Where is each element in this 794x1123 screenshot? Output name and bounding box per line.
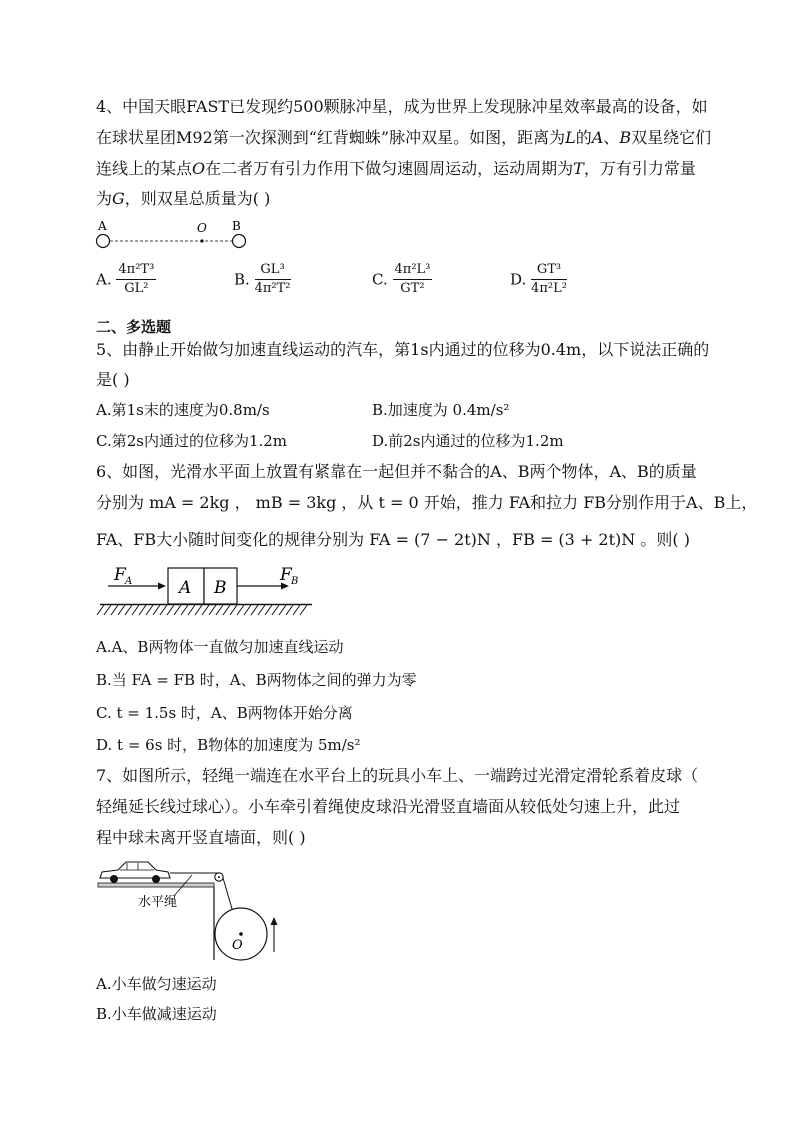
table-surface bbox=[98, 883, 214, 887]
block-a-label: A bbox=[179, 578, 192, 598]
q4-line4: 为G，则双星总质量为( ) bbox=[96, 189, 271, 208]
q7-car-pulley-figure bbox=[96, 856, 296, 966]
q4-option-c[interactable]: C. $\frac{\text{4π²L³}}{\text{GT²}}$ bbox=[372, 262, 431, 296]
q6-blocks-figure bbox=[96, 560, 316, 618]
rope-label: 水平绳 bbox=[138, 895, 178, 910]
q6-line2: 分别为 mA = 2kg ， mB = 3kg ，从 t = 0 开始，推力 FA和拉力 FB分别作用于A、B上， bbox=[96, 493, 758, 512]
force-a-arrowhead bbox=[158, 583, 166, 590]
q4-option-d-fraction: $\frac{\text{GT³}}{\text{4π²L²}}$ bbox=[531, 262, 567, 296]
q5-option-d[interactable]: D.前2s内通过的位移为1.2m bbox=[372, 432, 564, 450]
toy-car-icon bbox=[100, 862, 170, 883]
q5-option-c[interactable]: C.第2s内通过的位移为1.2m bbox=[96, 432, 288, 450]
q6-line1: 6、如图，光滑水平面上放置有紧靠在一起但并不黏合的A、B两个物体，A、B的质量 bbox=[96, 462, 697, 481]
block-b-label: B bbox=[214, 578, 227, 598]
point-o-dot bbox=[200, 239, 203, 242]
star-a-circle bbox=[97, 235, 110, 248]
star-b-circle bbox=[233, 235, 246, 248]
q7-line1: 7、如图所示，轻绳一端连在水平台上的玩具小车上、一端跨过光滑定滑轮系着皮球（ bbox=[96, 766, 699, 785]
q4-line2: 在球状星团M92第一次探测到“红背蜘蛛”脉冲双星。如图，距离为L的A、B双星绕它们 bbox=[96, 128, 712, 147]
fb-label-sub: B bbox=[291, 576, 299, 587]
q6-option-b[interactable]: B.当 FA = FB 时，A、B两物体之间的弹力为零 bbox=[96, 671, 417, 689]
q5-line2: 是( ) bbox=[96, 370, 130, 389]
upward-arrowhead bbox=[271, 917, 278, 925]
ground-hatching bbox=[97, 605, 307, 615]
q4-line1: 4、中国天眼FAST已发现约500颗脉冲星，成为世界上发现脉冲星效率最高的设备，如 bbox=[96, 97, 708, 116]
q4-option-a-fraction: $\frac{\text{4π²T³}}{\text{GL²}}$ bbox=[118, 262, 155, 296]
q4-binary-star-figure bbox=[94, 218, 254, 252]
q7-line3: 程中球未离开竖直墙面，则( ) bbox=[96, 828, 306, 847]
q7-option-a[interactable]: A.小车做匀速运动 bbox=[96, 975, 217, 993]
fa-label: F bbox=[114, 565, 126, 585]
q5-option-b[interactable]: B.加速度为 0.4m/s² bbox=[372, 401, 510, 419]
q6-option-a[interactable]: A.A、B两物体一直做匀加速直线运动 bbox=[96, 638, 344, 656]
q5-option-a[interactable]: A.第1s末的速度为0.8m/s bbox=[96, 401, 270, 419]
ball-center-label: O bbox=[232, 938, 243, 953]
q4-option-b[interactable]: B. $\frac{\text{GL³}}{\text{4π²T²}}$ bbox=[234, 262, 291, 296]
q4-option-c-fraction: $\frac{\text{4π²L³}}{\text{GT²}}$ bbox=[394, 262, 431, 296]
q6-option-d[interactable]: D. t = 6s 时，B物体的加速度为 5m/s² bbox=[96, 736, 361, 754]
q4-line3: 连线上的某点O在二者万有引力作用下做匀速圆周运动，运动周期为T，万有引力常量 bbox=[96, 159, 696, 178]
q4-fig-label-o: O bbox=[197, 221, 207, 235]
q4-option-b-fraction: $\frac{\text{GL³}}{\text{4π²T²}}$ bbox=[254, 262, 291, 296]
section-heading: 二、多选题 bbox=[96, 318, 172, 336]
q5-line1: 5、由静止开始做匀加速直线运动的汽车，第1s内通过的位移为0.4m，以下说法正确的 bbox=[96, 340, 710, 359]
q7-line2: 轻绳延长线过球心）。小车牵引着绳使皮球沿光滑竖直墙面从较低处匀速上升，此过 bbox=[96, 797, 681, 816]
fb-label: F bbox=[280, 565, 292, 585]
q4-option-d[interactable]: D. $\frac{\text{GT³}}{\text{4π²L²}}$ bbox=[510, 262, 567, 296]
q6-option-c[interactable]: C. t = 1.5s 时，A、B两物体开始分离 bbox=[96, 704, 353, 722]
q7-option-b[interactable]: B.小车做减速运动 bbox=[96, 1005, 217, 1023]
q4-fig-label-b: B bbox=[232, 219, 241, 233]
fa-label-sub: A bbox=[125, 576, 133, 587]
ball-center-dot bbox=[239, 932, 243, 936]
q6-line3: FA、FB大小随时间变化的规律分别为 FA = (7 − 2t)N ，FB = (3 + 2t)N 。则( ) bbox=[96, 530, 690, 549]
q4-fig-label-a: A bbox=[98, 219, 107, 233]
q4-option-a[interactable]: A. $\frac{\text{4π²T³}}{\text{GL²}}$ bbox=[96, 262, 155, 296]
